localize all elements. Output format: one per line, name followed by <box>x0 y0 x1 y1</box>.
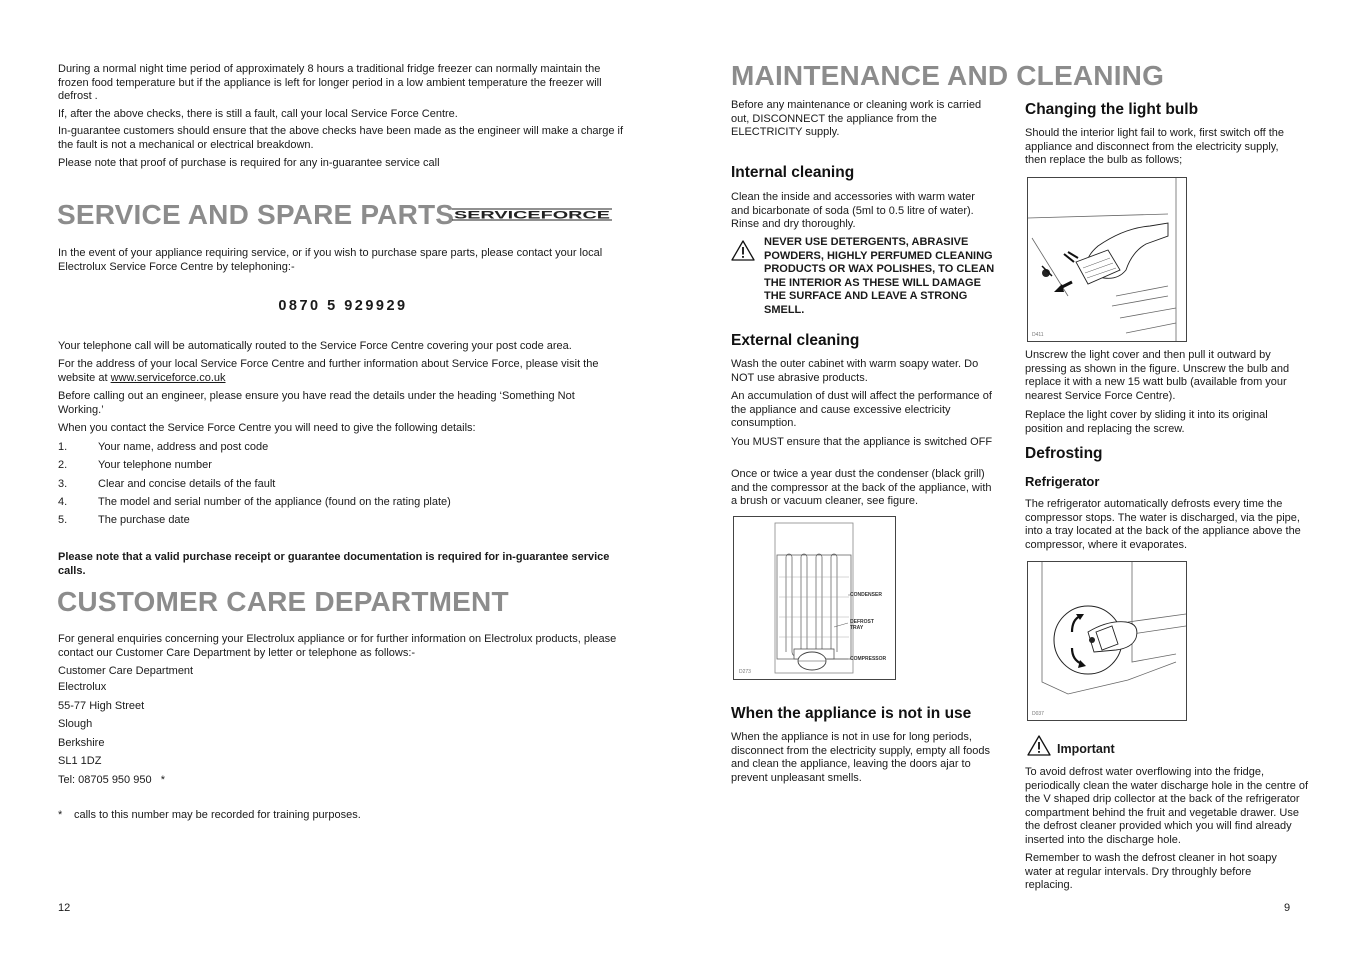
address-line: Customer Care Department <box>58 665 194 677</box>
footnote-text: calls to this number may be recorded for training purposes. <box>74 809 361 821</box>
light-bulb-figure <box>1027 177 1187 342</box>
light-bulb-paragraph-1: Should the interior light fail to work, first switch off the appliance and disconnect from the electricity supply, then replace the bulb as follows; <box>1025 127 1285 167</box>
intro-paragraph-2: If, after the above checks, there is still a fault, call your local Service Force Centre. <box>58 108 458 120</box>
external-cleaning-paragraph-1: Wash the outer cabinet with warm soapy water. Do NOT use abrasive products. <box>731 358 979 384</box>
compressor-label: COMPRESSOR <box>850 656 887 662</box>
serviceforce-logo <box>452 206 612 224</box>
internal-cleaning-paragraph: Clean the inside and accessories with warm water and bicarbonate of soda (5ml to 0.5 litre of water). Rinse and dry thoroughly. <box>731 191 975 231</box>
service-paragraph-3: For the address of your local Service Force Centre and further information about Service Force, please visit the website at www.serviceforce.co.uk <box>58 358 599 384</box>
defrost-figure <box>1027 561 1187 721</box>
details-list: 1. Your name, address and post code 2. Your telephone number 3. Clear and concise details of the fault 4. The model and serial number of the appliance (found on the rating plate) 5. The purchase date <box>58 441 451 526</box>
condenser-drawing <box>734 517 895 679</box>
external-cleaning-paragraph-4: Once or twice a year dust the condenser (black grill) and the compressor at the back of the appliance, with a brush or vacuum cleaner, see figure. <box>731 468 992 508</box>
internal-cleaning-warning: NEVER USE DETERGENTS, ABRASIVE POWDERS, HIGHLY PERFUMED CLEANING PRODUCTS OR WAX POLISHES, TO CLEAN THE INTERIOR AS THESE WILL DAMAGE THE SURFACE AND LEAVE A STRONG SMELL. <box>764 236 995 316</box>
page-number-right: 9 <box>1284 902 1291 914</box>
footnote-mark: * <box>58 809 63 821</box>
light-bulb-paragraph-3: Replace the light cover by sliding it into its original position and replacing the screw. <box>1025 409 1268 435</box>
guarantee-note: Please note that a valid purchase receipt or guarantee documentation is required for in-guarantee service calls. <box>58 551 610 577</box>
page-number-left: 12 <box>58 902 71 914</box>
service-paragraph-1: In the event of your appliance requiring service, or if you wish to purchase spare parts, please contact your local Electrolux Service Force Centre by telephoning:- <box>58 247 603 273</box>
address-line: Electrolux <box>58 681 107 693</box>
external-cleaning-paragraph-3: You MUST ensure that the appliance is switched OFF <box>731 436 993 448</box>
defrosting-paragraph-3: Remember to wash the defrost cleaner in hot soapy water at regular intervals. Dry throughly before replacing. <box>1025 852 1277 892</box>
important-label: Important <box>1057 742 1115 756</box>
not-in-use-heading: When the appliance is not in use <box>731 705 972 722</box>
customer-care-title: CUSTOMER CARE DEPARTMENT <box>57 586 509 617</box>
address-line: Slough <box>58 718 93 730</box>
light-bulb-heading: Changing the light bulb <box>1025 101 1199 118</box>
intro-paragraph-1: During a normal night time period of approximately 8 hours a traditional fridge freezer can normally maintain the frozen food temperature but if the appliance is left for longer period in a low ambient temperature the freezer will defrost . <box>58 63 602 103</box>
maintenance-intro: Before any maintenance or cleaning work is carried out, DISCONNECT the appliance from the ELECTRICITY supply. <box>731 99 982 139</box>
figure-code: D273 <box>739 669 751 675</box>
service-paragraph-2: Your telephone call will be automatically routed to the Service Force Centre covering your post code area. <box>58 340 572 352</box>
intro-paragraph-4: Please note that proof of purchase is required for any in-guarantee service call <box>58 157 440 169</box>
telephone-line: Tel: 08705 950 950 * <box>58 774 166 786</box>
refrigerator-subheading: Refrigerator <box>1025 474 1100 489</box>
customer-care-paragraph: For general enquiries concerning your Electrolux appliance or for further information on Electrolux products, please contact our Customer Care Department by letter or telephone as follows:- <box>58 633 617 659</box>
defrost-drawing <box>1028 562 1186 720</box>
serviceforce-website-link[interactable]: www.serviceforce.co.uk <box>110 371 226 384</box>
internal-cleaning-heading: Internal cleaning <box>731 164 855 181</box>
service-paragraph-5: When you contact the Service Force Centre you will need to give the following details: <box>58 422 476 434</box>
maintenance-title: MAINTENANCE AND CLEANING <box>731 60 1165 91</box>
service-paragraph-4: Before calling out an engineer, please ensure you have read the details under the heading ‘Something Not Working.’ <box>58 390 575 416</box>
figure-code: D411 <box>1032 332 1044 338</box>
warning-icon <box>731 240 756 262</box>
address-line: SL1 1DZ <box>58 755 102 767</box>
not-in-use-paragraph: When the appliance is not in use for long periods, disconnect from the electricity supply, empty all foods and clean the appliance, leaving the doors ajar to prevent unpleasant smells. <box>731 731 991 784</box>
address-line: Berkshire <box>58 737 105 749</box>
address-line: 55-77 High Street <box>58 700 145 712</box>
light-bulb-paragraph-2: Unscrew the light cover and then pull it outward by pressing as shown in the figure. Unscrew the bulb and replace it with a new 15 watt bulb (available from your nearest Service Force Centre). <box>1025 349 1290 402</box>
external-cleaning-paragraph-2: An accumulation of dust will affect the performance of the appliance and cause excessive electricity consumption. <box>731 390 992 430</box>
figure-code: D037 <box>1032 711 1044 717</box>
defrosting-paragraph-2: To avoid defrost water overflowing into the fridge, periodically clean the water discharge hole in the centre of the V shaped drip collector at the back of the refrigerator compartment behind the fruit and vegetable drawer. Use the defrost cleaner provided which you will find already inserted into the discharge hole. <box>1025 766 1309 846</box>
condenser-label: CONDENSER <box>850 592 882 598</box>
important-warning-icon <box>1027 735 1052 757</box>
defrosting-paragraph-1: The refrigerator automatically defrosts every time the compressor stops. The water is discharged, via the pipe, into a tray located at the back of the appliance above the compressor, where it evaporates. <box>1025 498 1301 551</box>
service-phone-number: 0870 5 929929 <box>278 298 408 314</box>
service-title: SERVICE AND SPARE PARTS <box>57 199 455 230</box>
defrost-tray-label: DEFROST TRAY <box>850 619 874 631</box>
condenser-figure <box>733 516 896 680</box>
light-bulb-drawing <box>1028 178 1186 341</box>
defrosting-heading: Defrosting <box>1025 445 1103 462</box>
intro-paragraph-3: In-guarantee customers should ensure that the above checks have been made as the engineer will make a charge if the fault is not a mechanical or electrical breakdown. <box>58 125 624 151</box>
svg-text:SERVICEFORCE: SERVICEFORCE <box>454 209 610 222</box>
external-cleaning-heading: External cleaning <box>731 332 860 349</box>
